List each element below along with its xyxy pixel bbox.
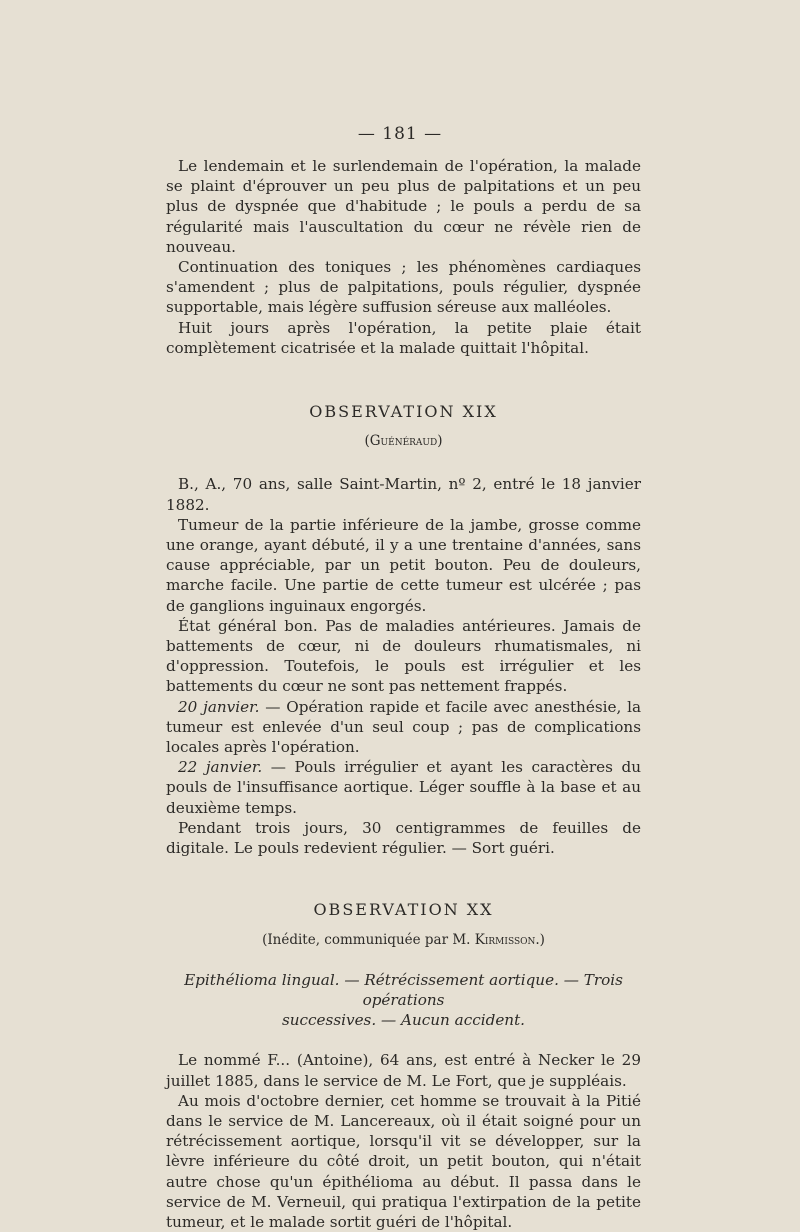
observation-20-paragraph-2: Au mois d'octobre dernier, cet homme se trouvait à la Pitié dans le service de M. Lancereaux, où il était soigné pour un rétrécissement aortique, lorsqu'il vit se développer, sur la lèvre inférieure du côté droit, un petit bouton, qui n'était autre chose qu'un épithélioma au début. Il passa dans le service de M. Verneuil, qui pratiqua l'extirpation de la petite tumeur, et le malade sortit guéri de l'hôpital. bbox=[166, 1091, 641, 1231]
page-number: — 181 — bbox=[357, 124, 443, 144]
observation-20-paragraph-1: Le nommé F... (Antoine), 64 ans, est entré à Necker le 29 juillet 1885, dans le service de M. Le Fort, que je suppléais. bbox=[166, 1051, 641, 1090]
observation-20-heading: OBSERVATION XX bbox=[313, 900, 494, 920]
intro-paragraph-3: Huit jours après l'opération, la petite plaie était complètement cicatrisée et la malade quittait l'hôpital. bbox=[166, 318, 641, 357]
observation-19-paragraph-6: Pendant trois jours, 30 centigrammes de feuilles de digitale. Le pouls redevient régulier. — Sort guéri. bbox=[166, 818, 641, 858]
observation-19-author: (Guénéraud) bbox=[364, 433, 443, 450]
observation-19-heading: OBSERVATION XIX bbox=[309, 402, 498, 422]
observation-20-summary-line-1: Epithélioma lingual. — Rétrécissement aortique. — Trois opérations bbox=[184, 970, 623, 1009]
observation-19-paragraph-4: 20 janvier. — Opération rapide et facile avec anesthésie, la tumeur est enlevée d'un seul coup ; pas de complications locales après l'opération. bbox=[166, 697, 641, 757]
intro-paragraph-1: Le lendemain et le surlendemain de l'opération, la malade se plaint d'éprouver un peu plus de palpitations et un peu plus de dyspnée que d'habitude ; le pouls a perdu de sa régularité mais l'auscultation du cœur ne révèle rien de nouveau. bbox=[166, 157, 641, 256]
observation-19-paragraph-1: B., A., 70 ans, salle Saint-Martin, nº 2, entré le 18 janvier 1882. bbox=[166, 475, 641, 514]
observation-19-paragraph-3: État général bon. Pas de maladies antérieures. Jamais de battements de cœur, ni de douleurs rhumatismales, ni d'oppression. Toutefois, le pouls est irrégulier et les battements du cœur ne sont pas nettement frappés. bbox=[166, 616, 641, 696]
observation-20-summary-line-2: successives. — Aucun accident. bbox=[281, 1011, 526, 1030]
observation-20-source: (Inédite, communiquée par M. Kirmisson.) bbox=[262, 931, 545, 948]
observation-19-paragraph-2: Tumeur de la partie inférieure de la jambe, grosse comme une orange, ayant débuté, il y a une trentaine d'années, sans cause appréciable, par un petit bouton. Peu de douleurs, marche facile. Une partie de cette tumeur est ulcérée ; pas de ganglions inguinaux engorgés. bbox=[166, 515, 641, 615]
body-text bbox=[166, 156, 641, 1232]
intro-paragraph-2: Continuation des toniques ; les phénomènes cardiaques s'amendent ; plus de palpitations, pouls régulier, dyspnée supportable, mais légère suffusion séreuse aux malléoles. bbox=[166, 258, 641, 317]
observation-19-paragraph-5: 22 janvier. — Pouls irrégulier et ayant les caractères du pouls de l'insuffisance aortique. Léger souffle à la base et au deuxième temps. bbox=[166, 758, 641, 817]
